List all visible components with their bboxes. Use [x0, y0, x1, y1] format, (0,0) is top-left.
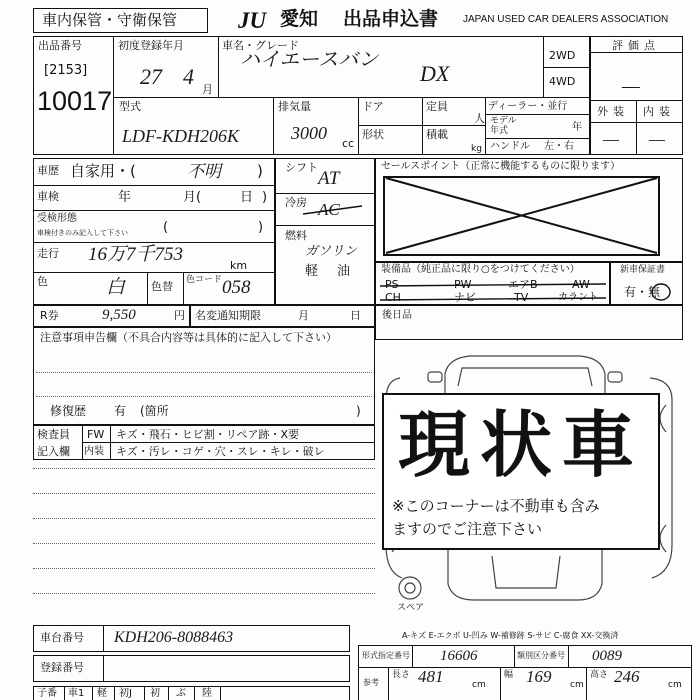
inspector-interior-items: キズ・汚レ・コゲ・穴・スレ・キレ・破レ	[116, 445, 325, 458]
grade-value: DX	[420, 61, 450, 86]
inspection-close: )	[262, 190, 268, 205]
car-name-label: 車名・グレード	[222, 39, 299, 52]
divider	[103, 625, 104, 652]
first-registration-label: 初度登録年月	[118, 39, 184, 52]
equipment-ch: CH	[385, 291, 401, 304]
sheet-title: 出品申込書	[343, 8, 439, 30]
inspection-type-note: 車検付きのみ記入して下さい	[37, 229, 128, 237]
height-unit: cm	[668, 680, 682, 690]
repair-history-yes: 有	[114, 404, 127, 418]
dealer-label: ディーラー・並行	[488, 101, 568, 112]
warranty-options: 有・無	[624, 285, 661, 299]
right-mirror	[608, 372, 622, 382]
color-code-label: 色コード	[186, 275, 223, 285]
divider	[500, 667, 501, 700]
equipment-label: 装備品（純正品に限り○をつけてください）	[381, 264, 580, 275]
inspector-interior-label: 内装	[84, 446, 104, 457]
load-label: 積載	[426, 128, 448, 141]
handle-options: 左・右	[544, 141, 574, 152]
inspection-label: 車検	[37, 190, 59, 203]
inspector-fw-items: キズ・飛石・ヒビ割・リペア跡・X要	[116, 428, 300, 441]
fuel-label: 燃料	[285, 229, 307, 242]
history-close: )	[257, 162, 263, 180]
divider	[194, 686, 195, 700]
month-unit: 月	[202, 83, 213, 96]
divider	[358, 667, 692, 668]
rear-window	[492, 556, 560, 588]
width-label: 幅	[504, 670, 514, 680]
displacement-value: 3000	[291, 123, 327, 143]
lot-label: 出品番号	[38, 39, 82, 52]
warranty-label: 新車保証書	[620, 265, 666, 275]
notes-label: 注意事項申告欄（不具合内容等は具体的に記入して下さい）	[40, 331, 337, 344]
as-is-note-line2: ますのでご注意下さい	[392, 520, 543, 538]
capacity-unit: 人	[474, 112, 485, 125]
r-ticket-value: 9,550	[102, 307, 136, 323]
as-is-title: 現状車	[398, 403, 645, 487]
inspector-label-bottom: 記入欄	[37, 445, 70, 458]
model-year-unit: 年	[572, 122, 582, 133]
chassis-label: 車台番号	[40, 631, 84, 644]
name-change-day: 日	[350, 309, 361, 322]
class-number-label: 類別区分番号	[517, 651, 565, 660]
grade-score-overall: —	[622, 75, 640, 97]
model-value: LDF-KDH206K	[122, 126, 240, 146]
spare-tire-hub	[405, 583, 415, 593]
inspector-fw-label: FW	[87, 428, 105, 441]
bottom-cell: ぶ	[176, 688, 186, 699]
inspection-type-label: 受検形態	[37, 213, 77, 224]
height-value: 246	[614, 667, 640, 686]
interior-label: 内装	[643, 105, 675, 118]
repair-history-label: 修復歴	[50, 404, 87, 418]
shape-label: 形状	[362, 128, 384, 141]
color-change-label: 色替	[151, 280, 173, 293]
divider	[64, 686, 65, 700]
sales-point-label: セールスポイント（正常に機能するものに限ります）	[381, 161, 621, 172]
model-year-label-bottom: 年式	[490, 126, 509, 136]
divider	[412, 645, 413, 667]
first-registration-month: 4	[183, 64, 194, 89]
repair-history-close: )	[356, 404, 361, 418]
width-value: 169	[526, 667, 552, 686]
bottom-cell: 初J	[119, 688, 132, 699]
equipment-clarion: カラント	[558, 292, 598, 303]
ac-label: 冷房	[285, 196, 307, 209]
registration-label: 登録番号	[40, 661, 84, 674]
equipment-airbag: エアB	[508, 278, 538, 291]
as-is-stamp	[382, 393, 660, 550]
length-label: 長さ	[392, 670, 411, 680]
equipment-navi: ナビ	[454, 291, 476, 304]
bottom-cell: 軽	[97, 688, 107, 699]
later-items-label: 後日品	[382, 310, 412, 321]
model-label: 型式	[119, 100, 141, 113]
exterior-score: —	[603, 129, 620, 149]
class-number-value: 0089	[592, 648, 622, 664]
ac-value: AC	[318, 200, 340, 219]
interior-score: —	[649, 129, 666, 149]
spare-label: スペア	[397, 603, 425, 613]
inspection-day: 日	[240, 190, 254, 205]
as-is-note-line1: ※このコーナーは不動車も含み	[392, 497, 600, 515]
equipment-tv: TV	[514, 291, 529, 304]
mileage-unit: km	[230, 259, 248, 272]
history-value: 不明	[187, 162, 221, 181]
right-front-wheel	[660, 405, 666, 432]
ju-logo: JU	[238, 8, 267, 33]
divider	[568, 645, 569, 667]
drive-2wd: 2WD	[549, 49, 576, 62]
chassis-value: KDH206-8088463	[114, 629, 234, 646]
divider	[114, 686, 115, 700]
name-change-month: 月	[298, 309, 309, 322]
divider	[92, 686, 93, 700]
fuel-light: 軽	[305, 264, 319, 279]
lot-number: 10017	[37, 86, 113, 116]
association-name: JAPAN USED CAR DEALERS ASSOCIATION	[463, 14, 669, 25]
color-code-value: 058	[222, 277, 251, 298]
door-label: ドア	[362, 100, 384, 113]
divider	[144, 686, 145, 700]
divider	[514, 645, 515, 667]
right-rear-wheel	[660, 525, 666, 552]
first-registration-year: 27	[140, 64, 162, 89]
displacement-unit: cc	[342, 137, 355, 150]
shift-value: AT	[318, 168, 340, 189]
shift-label: シフト	[285, 161, 318, 174]
divider	[586, 667, 587, 700]
drive-4wd: 4WD	[549, 75, 576, 88]
bottom-cell: 初	[150, 688, 160, 699]
name-change-label: 名変通知期限	[195, 309, 261, 322]
length-unit: cm	[472, 680, 486, 690]
type-designation-label: 形式指定番号	[362, 651, 410, 660]
car-rear-outline	[448, 550, 602, 600]
r-ticket-unit: 円	[174, 309, 185, 322]
divider	[388, 667, 389, 700]
region-name: 愛知	[280, 8, 319, 30]
length-value: 481	[418, 667, 444, 686]
car-name-value: ハイエースバン	[240, 49, 379, 71]
load-unit: kg	[471, 144, 482, 154]
grade-score-label: 評価点	[612, 39, 660, 52]
bottom-cell: 車1	[68, 688, 85, 699]
color-label: 色	[37, 275, 48, 288]
width-unit: cm	[570, 680, 584, 690]
fuel-gasoline: ガソリン	[305, 243, 358, 258]
model-year-label-top: モデル	[490, 116, 517, 126]
inspection-type-open: (	[163, 220, 169, 235]
divider	[168, 686, 169, 700]
r-ticket-label: R券	[40, 309, 59, 322]
height-label: 高さ	[590, 670, 609, 680]
storage-label: 車内保管・守衛保管	[42, 11, 178, 29]
displacement-label: 排気量	[278, 100, 311, 113]
equipment-ps: PS	[385, 278, 399, 291]
car-windshield	[458, 368, 592, 386]
history-options: 自家用・(	[70, 162, 136, 180]
left-mirror	[428, 372, 442, 382]
repair-history-location: (箇所	[140, 404, 169, 418]
inspection-year: 年	[118, 190, 132, 205]
spare-tire-icon	[399, 577, 421, 599]
history-label: 車歴	[37, 164, 59, 177]
mileage-label: 走行	[37, 247, 59, 260]
damage-legend: A-キズ E-エクボ U-凹み W-補修跡 S-サビ C-腐食 XX-交換済	[402, 631, 619, 640]
exterior-label: 外装	[597, 105, 629, 118]
lot-sub-number: [2153]	[44, 63, 88, 78]
inspector-label-top: 検査員	[37, 428, 70, 441]
bottom-cell: 陸	[202, 688, 212, 699]
inspection-type-close: )	[258, 220, 264, 235]
car-front-outline	[445, 356, 605, 395]
mileage-value: 16万7千753	[88, 244, 184, 265]
capacity-label: 定員	[426, 100, 448, 113]
type-designation-value: 16606	[440, 648, 478, 664]
divider	[103, 655, 104, 682]
inspection-month: 月(	[183, 190, 202, 205]
equipment-pw: PW	[454, 278, 472, 291]
color-value: 白	[106, 277, 126, 298]
bottom-cell: 子番	[37, 688, 57, 699]
divider	[220, 686, 221, 700]
equipment-aw: AW	[572, 278, 590, 291]
reference-label: 参考	[363, 678, 379, 687]
handle-label: ハンドル	[490, 141, 530, 152]
fuel-oil: 油	[337, 264, 351, 279]
